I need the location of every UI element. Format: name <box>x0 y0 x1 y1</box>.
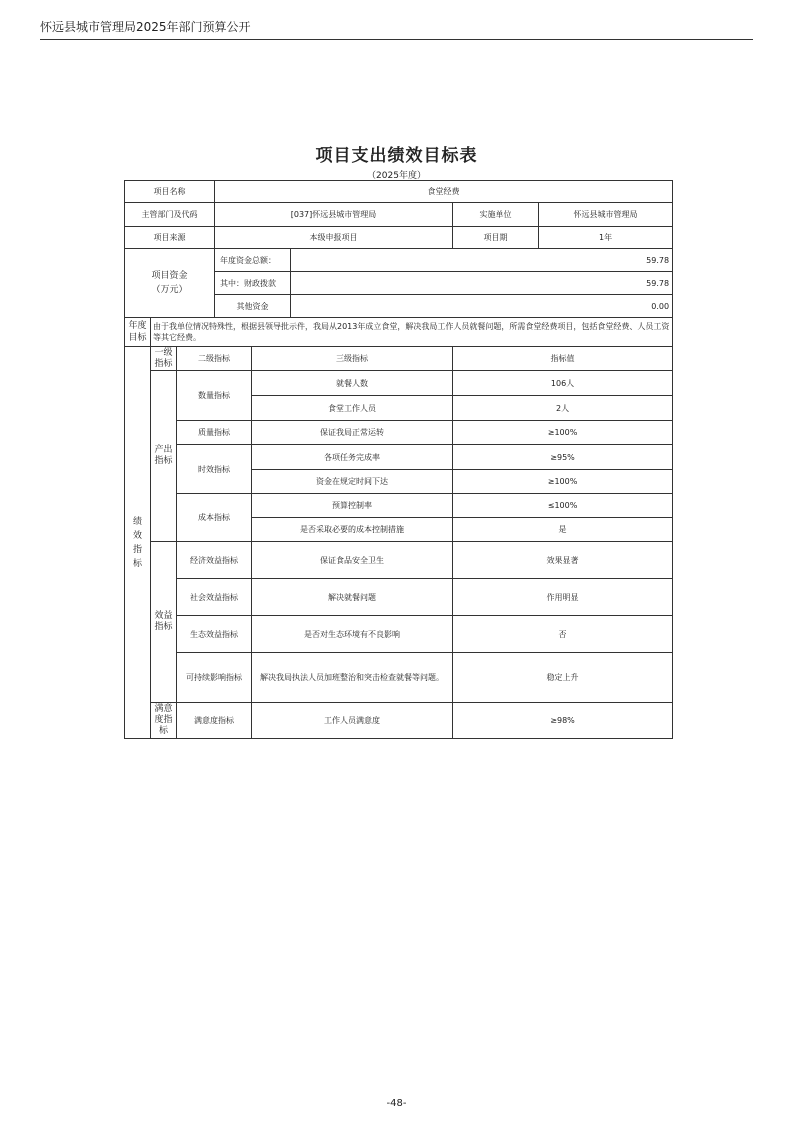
satisfaction-sub-label: 满意度指标 <box>177 703 252 739</box>
funds-fiscal-label: 其中：财政拨款 <box>215 272 291 295</box>
indicator-name: 解决我局执法人员加班整治和突击检查就餐等问题。 <box>252 653 453 703</box>
indicators-section-label-text: 绩 效 指 标 <box>132 516 142 569</box>
indicator-value: 稳定上升 <box>453 653 673 703</box>
project-name-value: 食堂经费 <box>215 181 673 203</box>
indicator-value: 效果显著 <box>453 542 673 579</box>
indicators-section-label <box>125 347 151 739</box>
sustain-indicator-label: 可持续影响指标 <box>177 653 252 703</box>
indicator-value: 是 <box>453 518 673 542</box>
social-indicator-label: 社会效益指标 <box>177 579 252 616</box>
impl-label: 实施单位 <box>453 203 539 227</box>
dept-label: 主管部门及代码 <box>125 203 215 227</box>
indicator-value: 106人 <box>453 371 673 396</box>
economic-indicator-label: 经济效益指标 <box>177 542 252 579</box>
indicator-name: 保证食品安全卫生 <box>252 542 453 579</box>
funds-total-value: 59.78 <box>291 249 673 272</box>
indicator-name: 各项任务完成率 <box>252 445 453 470</box>
indicator-name: 资金在规定时间下达 <box>252 470 453 494</box>
col-header-level2: 二级指标 <box>177 347 252 371</box>
indicator-name: 是否对生态环境有不良影响 <box>252 616 453 653</box>
funds-other-value: 0.00 <box>291 295 673 318</box>
indicator-name: 工作人员满意度 <box>252 703 453 739</box>
period-label: 项目期 <box>453 227 539 249</box>
col-header-value: 指标值 <box>453 347 673 371</box>
year-label: （2025年度） <box>367 171 426 181</box>
source-value: 本级申报项目 <box>215 227 453 249</box>
source-label: 项目来源 <box>125 227 215 249</box>
eco-indicator-label: 生态效益指标 <box>177 616 252 653</box>
dept-value: [037]怀远县城市管理局 <box>215 203 453 227</box>
time-indicator-label: 时效指标 <box>177 445 252 494</box>
project-name-label: 项目名称 <box>125 181 215 203</box>
performance-table <box>124 180 673 739</box>
quantity-indicator-label: 数量指标 <box>177 371 252 421</box>
annual-goal-text: 由于我单位情况特殊性，根据县领导批示件，我局从2013年成立食堂，解决我局工作人员就餐问题，所需食堂经费项目，包括食堂经费、人员工资等其它经费。 <box>151 318 673 347</box>
col-header-level1: 一级 指标 <box>151 347 177 371</box>
period-value: 1年 <box>539 227 673 249</box>
funds-total-label: 年度资金总额： <box>215 249 291 272</box>
indicator-value: ≥95% <box>453 445 673 470</box>
indicator-value: ≤100% <box>453 494 673 518</box>
header-rule <box>40 39 753 40</box>
col-header-level3: 三级指标 <box>252 347 453 371</box>
indicator-value: 作用明显 <box>453 579 673 616</box>
indicator-value: 2人 <box>453 396 673 421</box>
funds-fiscal-value: 59.78 <box>291 272 673 295</box>
indicator-value: ≥100% <box>453 470 673 494</box>
indicator-name: 就餐人数 <box>252 371 453 396</box>
indicator-value: ≥100% <box>453 421 673 445</box>
indicator-name: 解决就餐问题 <box>252 579 453 616</box>
satisfaction-indicator-label: 满意 度指 标 <box>151 703 177 739</box>
funds-label <box>125 249 215 318</box>
indicator-value: ≥98% <box>453 703 673 739</box>
page-number: -48- <box>386 1098 407 1109</box>
indicator-name: 食堂工作人员 <box>252 396 453 421</box>
funds-other-label: 其他资金 <box>215 295 291 318</box>
quality-indicator-label: 质量指标 <box>177 421 252 445</box>
page-header: 怀远县城市管理局2025年部门预算公开 <box>40 20 251 34</box>
benefit-indicator-label: 效益 指标 <box>151 542 177 703</box>
indicator-name: 保证我局正常运转 <box>252 421 453 445</box>
annual-goal-label <box>125 318 151 347</box>
page-title: 项目支出绩效目标表 <box>315 146 478 166</box>
indicator-name: 是否采取必要的成本控制措施 <box>252 518 453 542</box>
indicator-name: 预算控制率 <box>252 494 453 518</box>
output-indicator-label: 产出 指标 <box>151 371 177 542</box>
annual-goal-label-text: 年度 目标 <box>128 321 147 343</box>
cost-indicator-label: 成本指标 <box>177 494 252 542</box>
impl-value: 怀远县城市管理局 <box>539 203 673 227</box>
indicator-value: 否 <box>453 616 673 653</box>
funds-label-text: 项目资金 （万元） <box>151 271 188 295</box>
